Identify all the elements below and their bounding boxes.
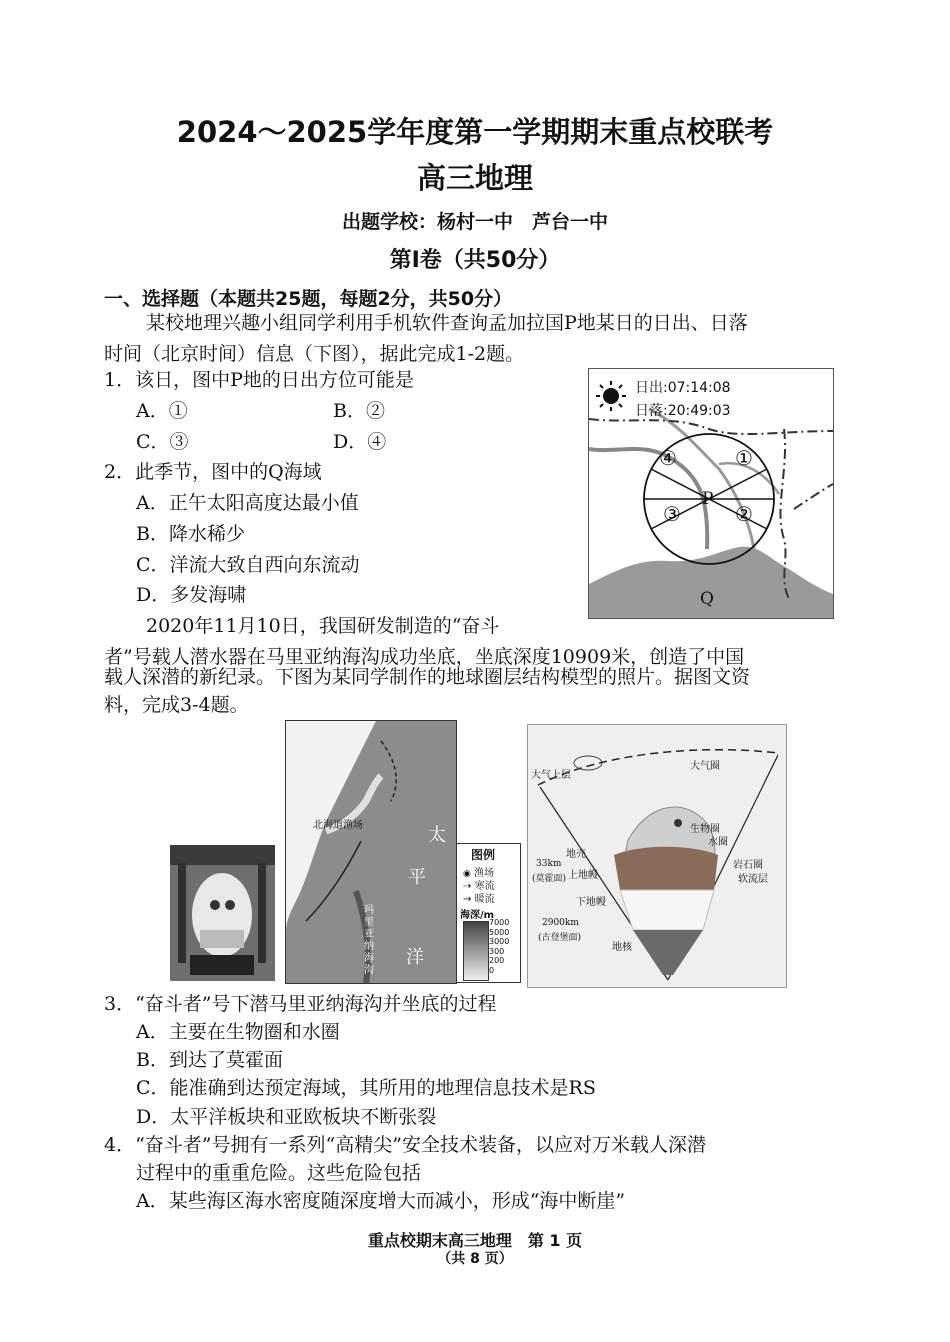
sun-icon: [596, 381, 626, 411]
page-total: （共 8 页）: [437, 1251, 513, 1267]
mantle-layer: [620, 890, 714, 930]
trench-char: 玛: [364, 905, 374, 916]
depth-value: 5000: [489, 927, 510, 937]
q4-stem-line-1: 4．“奋斗者”号拥有一系列“高精尖”安全技术装备，以应对万米载人深潜: [104, 1134, 706, 1156]
q1-option-d[interactable]: D．④: [333, 431, 387, 453]
q1-stem: 1．该日，图中P地的日出方位可能是: [104, 369, 414, 391]
label-upper-atmosphere: 大气上层: [531, 770, 571, 781]
q1-option-a[interactable]: A．①: [136, 400, 188, 422]
ocean-char-3: 洋: [406, 947, 424, 968]
direction-3: ③: [663, 502, 681, 526]
label-crust: 地壳: [566, 849, 586, 860]
q3-option-a[interactable]: A．主要在生物圈和水圈: [136, 1021, 340, 1043]
legend-item-label: 寒流: [474, 881, 495, 892]
passage2-line-3: 载人深潜的新纪录。下图为某同学制作的地球圈层结构模型的照片。据图文资: [104, 666, 751, 688]
sunrise-time: 日出:07:14:08: [635, 380, 731, 396]
sea-q-label: Q: [700, 589, 714, 609]
page-footer: 重点校期末高三地理 第 1 页: [367, 1231, 583, 1250]
label-core: 地核: [612, 942, 632, 953]
trench-char: 纳: [364, 941, 374, 952]
depth-value: 200: [489, 956, 505, 966]
q2-option-d[interactable]: D．多发海啸: [136, 584, 247, 606]
trench-char: 沟: [364, 965, 374, 976]
q1-option-c[interactable]: C．③: [136, 431, 189, 453]
pacific-map: [285, 720, 457, 984]
depth-values: [489, 918, 509, 976]
cloud-icon: [574, 756, 602, 770]
label-biosphere: 生物圈: [690, 824, 720, 835]
upper-atmosphere-arc: [538, 750, 778, 785]
q4-stem-line-2: 过程中的重重危险。这些危险包括: [136, 1162, 422, 1184]
solid-arrow-icon: →: [463, 894, 472, 905]
label-asthenosphere: 软流层: [738, 874, 768, 885]
label-lower-mantle: 下地幔: [576, 897, 606, 908]
fishery-symbol-icon: ◉: [463, 869, 471, 879]
intro-line-1: 某校地理兴趣小组同学利用手机软件查询孟加拉国P地某日的日出、日落: [146, 312, 748, 334]
subject-title: 高三地理: [416, 161, 533, 195]
volume-heading: 第Ⅰ卷（共50分）: [389, 248, 561, 273]
legend-title: 图例: [471, 848, 496, 862]
depth-title: 海深/m: [460, 910, 495, 921]
q2-option-a[interactable]: A．正午太阳高度达最小值: [136, 492, 359, 514]
direction-2: ②: [735, 502, 753, 526]
cold-current: [381, 741, 396, 801]
label-gutenberg-depth: 2900km: [542, 918, 579, 928]
depth-scale-bar: [463, 921, 489, 981]
q3-stem: 3．“奋斗者”号下潜马里亚纳海沟并坐底的过程: [104, 993, 497, 1015]
core-layer: [633, 930, 703, 975]
border-far-east: [794, 484, 833, 509]
trench-char: 亚: [364, 929, 374, 940]
label-moho-depth: 33km: [536, 859, 562, 869]
setter-schools: 出题学校：杨村一中 芦台一中: [341, 211, 608, 233]
direction-4: ④: [659, 446, 677, 470]
border-north: [589, 419, 833, 434]
q3-option-b[interactable]: B．到达了莫霍面: [136, 1049, 283, 1071]
trench-char: 海: [364, 953, 374, 964]
label-lithosphere: 岩石圈: [733, 860, 763, 871]
legend-item-warm: [463, 890, 495, 905]
exam-title: 2024～2025学年度第一学期期末重点校联考: [176, 115, 774, 149]
trench-char: 里: [364, 917, 374, 928]
label-moho: (莫霍面): [532, 874, 567, 884]
crust-layer: [614, 847, 718, 890]
legend-item-label: 暖流: [474, 894, 495, 905]
depth-value: 3000: [489, 937, 510, 947]
bangladesh-map: [588, 368, 834, 619]
direction-1: ①: [735, 446, 753, 470]
passage2-line-2: 者”号载人潜水器在马里亚纳海沟成功坐底，坐底深度10909米，创造了中国: [104, 646, 745, 668]
ocean-char-1: 太: [428, 825, 446, 846]
dashed-arrow-icon: ⇢: [463, 881, 472, 892]
map-legend: [456, 843, 521, 983]
ocean-char-2: 平: [408, 867, 426, 888]
depth-value: 300: [489, 946, 505, 956]
river-secondary: [649, 409, 754, 549]
submersible-photo: [170, 845, 275, 981]
passage2-line-4: 料，完成3-4题。: [104, 694, 249, 716]
tree-icon: [674, 819, 682, 827]
q2-stem: 2．此季节，图中的Q海域: [104, 461, 322, 483]
q1-option-b[interactable]: B．②: [333, 400, 385, 422]
q2-option-c[interactable]: C．洋流大致自西向东流动: [136, 554, 360, 576]
q2-option-b[interactable]: B．降水稀少: [136, 523, 245, 545]
sunset-time: 日落:20:49:03: [635, 403, 731, 419]
label-hydrosphere: 水圈: [708, 837, 728, 848]
intro-line-2: 时间（北京时间）信息（下图），据此完成1-2题。: [104, 343, 525, 365]
legend-item-label: 渔场: [474, 868, 495, 879]
trench-label: [364, 905, 376, 977]
q3-option-c[interactable]: C．能准确到达预定海域，其所用的地理信息技术是RS: [136, 1077, 596, 1099]
q3-option-d[interactable]: D．太平洋板块和亚欧板块不断张裂: [136, 1106, 437, 1128]
depth-value: 7000: [489, 918, 510, 927]
label-atmosphere: 大气圈: [690, 761, 720, 772]
earth-model-photo: [527, 724, 787, 988]
point-p-label: P: [702, 489, 714, 509]
passage2-line-1: 2020年11月10日，我国研发制造的“奋斗: [146, 615, 500, 637]
label-gutenberg: (古登堡面): [538, 933, 582, 943]
section-heading: 一、选择题（本题共25题，每题2分，共50分）: [104, 288, 513, 310]
submersible-drawing: [170, 845, 275, 981]
depth-value: 0: [489, 965, 495, 975]
q4-option-a[interactable]: A．某些海区海水密度随深度增大而减小，形成“海中断崖”: [136, 1190, 626, 1212]
label-upper-mantle: 上地幔: [568, 870, 598, 881]
fishery-label: 北海道渔场: [313, 820, 363, 831]
